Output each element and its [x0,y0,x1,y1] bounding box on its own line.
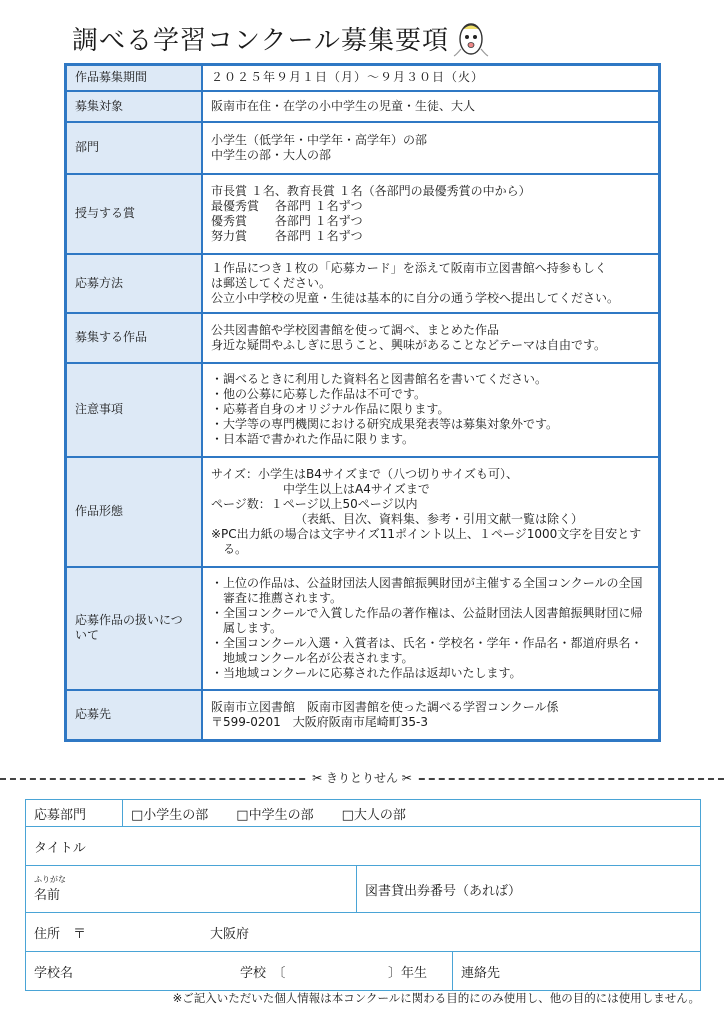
library-card-label: 図書貸出券番号（あれば） [365,883,522,899]
row-label: 部門 [66,122,203,174]
form-row-school [26,951,700,990]
division-options [122,800,700,826]
address-label: 住所 〒 [34,926,87,942]
table-row [66,690,660,741]
furigana-label: ふりがな [34,875,66,884]
option-elementary-checkbox[interactable]: □小学生の部 [131,807,209,823]
grade-suffix: 〕年生 [388,965,428,981]
table-row [66,567,660,690]
application-form [25,799,701,991]
table-row [66,174,660,254]
row-value: ・調べるときに利用した資料名と図書館名を書いてください。 ・他の公募に応募した作品は不可です。 ・応募者自身のオリジナル作品に限ります。 ・大学等の専門機関における研究成果発表等は募集対象外です。 ・日本語で書かれた作品に限ります。 [202,363,660,457]
option-adult-checkbox[interactable]: □大人の部 [341,807,406,823]
row-value: 公共図書館や学校図書館を使って調べ、まとめた作品 身近な疑問やふしぎに思うこと、興味があることなどテーマは自由です。 [202,313,660,363]
row-value: ２０２５年９月１日（月）～９月３０日（火） [202,65,660,91]
division-label: 応募部門 [34,807,87,823]
header [72,18,489,58]
school-field[interactable] [26,952,452,990]
table-row [66,313,660,363]
library-card-field[interactable] [356,866,700,912]
privacy-note: ※ご記入いただいた個人情報は本コンクールに関わる目的にのみ使用し、他の目的には使用しません。 [172,991,700,1005]
name-label: 名前 [34,888,61,903]
contact-field[interactable] [452,952,700,990]
table-row [66,91,660,122]
table-row [66,254,660,313]
row-label: 募集対象 [66,91,203,122]
mascot-icon [453,19,489,57]
school-suffix: 学校 〔 [240,965,286,981]
form-row-name [26,865,700,912]
row-label: 応募方法 [66,254,203,313]
row-value: ・上位の作品は、公益財団法人図書館振興財団が主催する全国コンクールの全国審査に推薦されます。 ・全国コンクールで入賞した作品の著作権は、公益財団法人図書館振興財団に帰属します。 ・全国コンクール入選・入賞者は、氏名・学校名・学年・作品名・都道府県名・地域コンクール名が公表されます。 ・当地域コンクールに応募された作品は返却いたします。 [202,567,660,690]
option-junior-high-checkbox[interactable]: □中学生の部 [236,807,314,823]
row-value: 小学生（低学年・中学年・高学年）の部 中学生の部・大人の部 [202,122,660,174]
form-row-title [26,826,700,865]
row-label: 応募作品の扱いについて [66,567,203,690]
table-row [66,65,660,91]
row-value: サイズ：小学生はB4サイズまで（八つ切りサイズも可）、 中学生以上はA4サイズまで ページ数：１ページ以上50ページ以内 （表紙、目次、資料集、参考・引用文献一覧は除く） ※PC出力紙の場合は文字サイズ11ポイント以上、１ページ1000文字を目安とする。 [202,457,660,567]
row-label: 応募先 [66,690,203,741]
contact-label: 連絡先 [461,965,501,981]
row-value: 市長賞 １名、教育長賞 １名（各部門の最優秀賞の中から） 最優秀賞 各部門 １名ずつ 優秀賞 各部門 １名ずつ 努力賞 各部門 １名ずつ [202,174,660,254]
cut-label: ✂ きりとりせん ✂ [306,771,418,785]
address-field[interactable] [26,913,700,951]
row-value: １作品につき１枚の「応募カード」を添えて阪南市立図書館へ持参もしく は郵送してください。 公立小中学校の児童・生徒は基本的に自分の通う学校へ提出してください。 [202,254,660,313]
row-label: 作品募集期間 [66,65,203,91]
row-label: 授与する賞 [66,174,203,254]
row-label: 作品形態 [66,457,203,567]
requirements-table [64,63,661,742]
row-value: 阪南市在住・在学の小中学生の児童・生徒、大人 [202,91,660,122]
school-label: 学校名 [34,965,74,981]
table-row [66,457,660,567]
form-row-division [26,800,700,826]
row-value: 阪南市立図書館 阪南市図書館を使った調べる学習コンクール係 〒599-0201 大阪府阪南市尾崎町35-3 [202,690,660,741]
prefecture-label: 大阪府 [210,926,250,942]
row-label: 募集する作品 [66,313,203,363]
name-field[interactable] [26,866,356,912]
table-row [66,122,660,174]
cut-line [0,768,724,788]
row-label: 注意事項 [66,363,203,457]
table-row [66,363,660,457]
title-label: タイトル [34,840,86,856]
title-field[interactable] [26,827,700,865]
page-title: 調べる学習コンクール募集要項 [72,25,449,56]
form-row-address [26,912,700,951]
